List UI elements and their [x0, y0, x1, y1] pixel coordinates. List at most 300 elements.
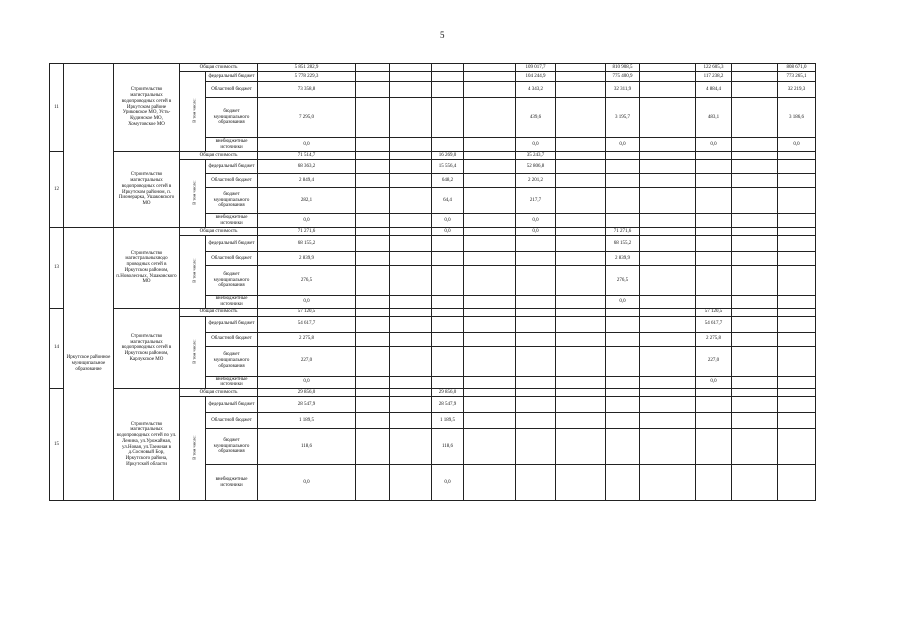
value-cell — [432, 72, 464, 82]
value-cell — [390, 376, 432, 389]
value-cell: 32 311,9 — [606, 82, 640, 98]
value-cell — [356, 308, 390, 316]
value-cell — [732, 316, 778, 332]
value-cell: 0,0 — [432, 465, 464, 501]
value-cell — [516, 465, 556, 501]
value-cell: 483,1 — [696, 98, 732, 138]
value-cell: 2 275,8 — [258, 332, 356, 346]
value-cell — [732, 152, 778, 160]
source-label-municipal: бюджет муниципального образования — [206, 346, 258, 376]
project-description: Строительство магистральных водопроводных сетей в Иркутском районом, Карлукское МО — [114, 308, 180, 389]
value-cell: 104 244,9 — [516, 72, 556, 82]
value-cell — [732, 376, 778, 389]
value-cell — [778, 465, 816, 501]
value-cell: 5 778 229,3 — [258, 72, 356, 82]
value-cell — [778, 188, 816, 214]
value-cell — [556, 346, 606, 376]
value-cell — [390, 160, 432, 174]
value-cell — [390, 429, 432, 465]
value-cell: 775 400,9 — [606, 72, 640, 82]
value-cell — [390, 397, 432, 413]
value-cell — [640, 160, 696, 174]
value-cell — [356, 72, 390, 82]
value-cell — [732, 160, 778, 174]
value-cell: 52 806,8 — [516, 160, 556, 174]
row-number: 13 — [50, 228, 64, 309]
value-cell: 2 201,2 — [516, 174, 556, 188]
value-cell: 4 343,2 — [516, 82, 556, 98]
value-cell — [356, 296, 390, 309]
value-cell: 0,0 — [432, 228, 464, 236]
value-cell — [556, 296, 606, 309]
value-cell — [516, 296, 556, 309]
value-cell — [464, 160, 516, 174]
value-cell — [732, 252, 778, 266]
value-cell — [640, 236, 696, 252]
value-cell — [432, 82, 464, 98]
value-cell — [356, 82, 390, 98]
value-cell — [696, 236, 732, 252]
value-cell — [516, 346, 556, 376]
value-cell — [732, 346, 778, 376]
value-cell — [556, 332, 606, 346]
value-cell — [464, 214, 516, 228]
value-cell — [356, 138, 390, 152]
value-cell — [556, 429, 606, 465]
value-cell — [732, 465, 778, 501]
value-cell — [464, 98, 516, 138]
value-cell — [390, 152, 432, 160]
value-cell — [516, 389, 556, 397]
value-cell — [732, 188, 778, 214]
value-cell — [464, 332, 516, 346]
table-body — [50, 64, 816, 501]
value-cell — [432, 308, 464, 316]
table-row — [50, 308, 816, 316]
value-cell — [778, 228, 816, 236]
value-cell — [606, 214, 640, 228]
value-cell — [696, 152, 732, 160]
value-cell — [390, 64, 432, 72]
value-cell — [556, 252, 606, 266]
value-cell — [778, 397, 816, 413]
total-label: Общая стоимость — [180, 308, 258, 316]
value-cell — [640, 397, 696, 413]
value-cell — [464, 296, 516, 309]
value-cell — [556, 465, 606, 501]
value-cell: 5 851 282,9 — [258, 64, 356, 72]
value-cell: 276,5 — [258, 266, 356, 296]
total-label: Общая стоимость — [180, 64, 258, 72]
value-cell — [556, 72, 606, 82]
value-cell — [640, 308, 696, 316]
project-description: Строительство магистральных водопроводных сетей в Иркутском районом, п. Пионерарка, Ушаковского МО — [114, 152, 180, 228]
value-cell — [778, 236, 816, 252]
value-cell — [464, 376, 516, 389]
value-cell — [464, 64, 516, 72]
value-cell — [606, 429, 640, 465]
value-cell — [516, 397, 556, 413]
value-cell — [356, 160, 390, 174]
value-cell — [390, 346, 432, 376]
table-row — [50, 389, 816, 397]
value-cell: 117 238,2 — [696, 72, 732, 82]
value-cell — [640, 296, 696, 309]
value-cell — [356, 188, 390, 214]
row-number: 11 — [50, 64, 64, 152]
value-cell — [640, 252, 696, 266]
value-cell — [464, 397, 516, 413]
value-cell — [390, 82, 432, 98]
value-cell — [432, 332, 464, 346]
value-cell — [556, 228, 606, 236]
value-cell — [640, 376, 696, 389]
value-cell — [640, 188, 696, 214]
value-cell — [606, 413, 640, 429]
value-cell: 68 155,2 — [258, 236, 356, 252]
value-cell — [556, 174, 606, 188]
value-cell — [696, 389, 732, 397]
source-label-federal: федеральный бюджет — [206, 397, 258, 413]
value-cell — [356, 316, 390, 332]
row-number: 15 — [50, 389, 64, 501]
value-cell — [640, 465, 696, 501]
value-cell — [606, 332, 640, 346]
value-cell — [556, 316, 606, 332]
value-cell — [606, 397, 640, 413]
source-label-oblast: Областной бюджет — [206, 82, 258, 98]
value-cell — [464, 346, 516, 376]
total-label: Общая стоимость — [180, 389, 258, 397]
value-cell — [606, 160, 640, 174]
value-cell — [606, 308, 640, 316]
budget-table — [49, 63, 816, 501]
value-cell — [640, 98, 696, 138]
value-cell — [356, 332, 390, 346]
value-cell — [464, 429, 516, 465]
value-cell — [432, 376, 464, 389]
value-cell: 29 856,0 — [258, 389, 356, 397]
value-cell — [732, 429, 778, 465]
value-cell — [390, 413, 432, 429]
page-number: 5 — [440, 30, 445, 40]
value-cell — [516, 332, 556, 346]
value-cell — [556, 308, 606, 316]
value-cell — [432, 266, 464, 296]
source-label-federal: федеральный бюджет — [206, 236, 258, 252]
value-cell — [732, 228, 778, 236]
value-cell — [778, 376, 816, 389]
value-cell — [732, 98, 778, 138]
value-cell — [356, 397, 390, 413]
in-that-label: В том числе: — [191, 339, 197, 364]
value-cell — [640, 214, 696, 228]
value-cell — [356, 389, 390, 397]
value-cell: 0,0 — [606, 138, 640, 152]
value-cell — [356, 346, 390, 376]
total-label: Общая стоимость — [180, 152, 258, 160]
value-cell: 276,5 — [606, 266, 640, 296]
value-cell — [556, 82, 606, 98]
value-cell — [516, 308, 556, 316]
value-cell — [778, 316, 816, 332]
value-cell — [778, 332, 816, 346]
value-cell — [516, 413, 556, 429]
value-cell: 15 556,4 — [432, 160, 464, 174]
value-cell — [732, 174, 778, 188]
value-cell — [606, 316, 640, 332]
in-that-label: В том числе: — [191, 180, 197, 205]
value-cell: 0,0 — [606, 296, 640, 309]
value-cell — [640, 316, 696, 332]
value-cell — [356, 413, 390, 429]
value-cell: 0,0 — [516, 228, 556, 236]
value-cell — [390, 332, 432, 346]
value-cell — [732, 72, 778, 82]
value-cell: 808 671,0 — [778, 64, 816, 72]
value-cell — [640, 228, 696, 236]
value-cell — [606, 389, 640, 397]
value-cell: 2 839,9 — [606, 252, 640, 266]
value-cell: 227,0 — [696, 346, 732, 376]
value-cell — [640, 266, 696, 296]
source-label-municipal: бюджет муниципального образования — [206, 266, 258, 296]
value-cell: 29 856,0 — [432, 389, 464, 397]
source-label-oblast: Областной бюджет — [206, 332, 258, 346]
source-label-municipal: бюджет муниципального образования — [206, 188, 258, 214]
value-cell: 2 275,8 — [696, 332, 732, 346]
value-cell: 217,7 — [516, 188, 556, 214]
row-number: 14 — [50, 308, 64, 389]
value-cell: 3 195,7 — [606, 98, 640, 138]
in-that-label-cell — [180, 397, 206, 501]
value-cell: 1 189,5 — [258, 413, 356, 429]
value-cell — [732, 413, 778, 429]
value-cell — [640, 332, 696, 346]
value-cell — [606, 376, 640, 389]
value-cell — [778, 296, 816, 309]
value-cell — [732, 397, 778, 413]
value-cell — [696, 397, 732, 413]
value-cell — [778, 252, 816, 266]
value-cell — [732, 214, 778, 228]
value-cell: 227,0 — [258, 346, 356, 376]
value-cell — [696, 413, 732, 429]
value-cell: 54 617,7 — [258, 316, 356, 332]
value-cell — [732, 138, 778, 152]
value-cell — [696, 252, 732, 266]
value-cell — [778, 174, 816, 188]
value-cell — [464, 152, 516, 160]
source-label-federal: федеральный бюджет — [206, 72, 258, 82]
value-cell — [732, 236, 778, 252]
value-cell — [556, 376, 606, 389]
value-cell — [516, 316, 556, 332]
value-cell — [516, 236, 556, 252]
value-cell — [390, 188, 432, 214]
value-cell — [640, 174, 696, 188]
value-cell — [464, 389, 516, 397]
value-cell: 71 271,6 — [606, 228, 640, 236]
value-cell: 282,1 — [258, 188, 356, 214]
value-cell — [390, 296, 432, 309]
value-cell — [356, 376, 390, 389]
value-cell — [606, 174, 640, 188]
value-cell: 3 186,6 — [778, 98, 816, 138]
value-cell — [778, 346, 816, 376]
source-label-extra: внебюджетные источники — [206, 214, 258, 228]
value-cell — [696, 296, 732, 309]
source-label-extra: внебюджетные источники — [206, 296, 258, 309]
value-cell — [732, 296, 778, 309]
value-cell — [390, 72, 432, 82]
table-row — [50, 152, 816, 160]
value-cell — [556, 188, 606, 214]
source-label-federal: федеральный бюджет — [206, 316, 258, 332]
value-cell — [356, 429, 390, 465]
value-cell: 2 839,9 — [258, 252, 356, 266]
value-cell: 73 358,8 — [258, 82, 356, 98]
value-cell — [640, 429, 696, 465]
value-cell: 57 120,5 — [696, 308, 732, 316]
value-cell — [464, 72, 516, 82]
value-cell — [390, 228, 432, 236]
value-cell — [464, 82, 516, 98]
value-cell — [464, 138, 516, 152]
value-cell: 71 514,7 — [258, 152, 356, 160]
value-cell — [778, 413, 816, 429]
value-cell: 68 155,2 — [606, 236, 640, 252]
value-cell — [432, 252, 464, 266]
value-cell — [390, 98, 432, 138]
value-cell — [464, 316, 516, 332]
value-cell — [356, 98, 390, 138]
value-cell — [516, 252, 556, 266]
value-cell — [432, 316, 464, 332]
source-label-municipal: бюджет муниципального образования — [206, 98, 258, 138]
in-that-label: В том числе: — [191, 98, 197, 123]
value-cell — [696, 429, 732, 465]
value-cell — [696, 160, 732, 174]
value-cell — [640, 138, 696, 152]
value-cell — [556, 214, 606, 228]
value-cell — [356, 228, 390, 236]
value-cell — [640, 346, 696, 376]
value-cell: 2 849,4 — [258, 174, 356, 188]
value-cell: 439,6 — [516, 98, 556, 138]
in-that-label: В том числе: — [191, 435, 197, 460]
value-cell — [778, 389, 816, 397]
value-cell — [778, 152, 816, 160]
value-cell: 1 189,5 — [432, 413, 464, 429]
value-cell — [556, 397, 606, 413]
in-that-label-cell — [180, 316, 206, 389]
table-row — [50, 64, 816, 72]
value-cell — [464, 252, 516, 266]
value-cell — [464, 413, 516, 429]
value-cell — [778, 266, 816, 296]
value-cell — [356, 252, 390, 266]
value-cell: 0,0 — [258, 296, 356, 309]
value-cell — [696, 266, 732, 296]
value-cell — [432, 138, 464, 152]
source-label-oblast: Областной бюджет — [206, 252, 258, 266]
value-cell — [556, 152, 606, 160]
value-cell — [606, 152, 640, 160]
value-cell: 57 120,5 — [258, 308, 356, 316]
source-label-extra: внебюджетные источники — [206, 138, 258, 152]
source-label-extra: внебюджетные источники — [206, 376, 258, 389]
value-cell: 35 243,7 — [516, 152, 556, 160]
value-cell: 7 295,0 — [258, 98, 356, 138]
total-label: Общая стоимость — [180, 228, 258, 236]
value-cell — [732, 332, 778, 346]
value-cell — [390, 214, 432, 228]
value-cell — [432, 346, 464, 376]
value-cell — [696, 465, 732, 501]
value-cell: 122 605,3 — [696, 64, 732, 72]
value-cell: 648,2 — [432, 174, 464, 188]
value-cell — [606, 346, 640, 376]
value-cell — [390, 236, 432, 252]
region-name: Иркутское районное муниципальное образование — [64, 228, 114, 501]
value-cell — [356, 465, 390, 501]
value-cell — [556, 98, 606, 138]
value-cell — [778, 214, 816, 228]
value-cell — [432, 98, 464, 138]
value-cell — [356, 174, 390, 188]
project-description: Строительство магистральных водопроводных сетей по ул. Ленина, ул.Урожайная, ул.Новая, ул.Таежная в д.Сосновый Бор, Иркутского района, Иркутской области — [114, 389, 180, 501]
value-cell — [556, 64, 606, 72]
in-that-label-cell — [180, 236, 206, 309]
value-cell — [390, 316, 432, 332]
value-cell — [606, 465, 640, 501]
value-cell — [640, 72, 696, 82]
value-cell: 71 271,6 — [258, 228, 356, 236]
value-cell — [390, 389, 432, 397]
value-cell: 0,0 — [696, 138, 732, 152]
source-label-oblast: Областной бюджет — [206, 174, 258, 188]
value-cell — [606, 188, 640, 214]
in-that-label-cell — [180, 72, 206, 152]
value-cell — [464, 228, 516, 236]
value-cell — [696, 214, 732, 228]
value-cell — [356, 236, 390, 252]
value-cell: 118,6 — [432, 429, 464, 465]
row-number: 12 — [50, 152, 64, 228]
value-cell — [556, 138, 606, 152]
region-cell-empty — [64, 64, 114, 228]
value-cell — [356, 266, 390, 296]
value-cell: 28 547,9 — [258, 397, 356, 413]
value-cell — [556, 160, 606, 174]
value-cell — [432, 296, 464, 309]
value-cell — [432, 236, 464, 252]
value-cell — [390, 174, 432, 188]
value-cell — [732, 64, 778, 72]
value-cell — [778, 429, 816, 465]
value-cell — [464, 266, 516, 296]
value-cell — [464, 174, 516, 188]
value-cell — [640, 413, 696, 429]
value-cell — [516, 429, 556, 465]
project-description: Строительство магистральныхводо проводных сетей в Иркутском районом, п.Новолесных, Ушаковского МО — [114, 228, 180, 309]
value-cell: 54 617,7 — [696, 316, 732, 332]
value-cell — [390, 138, 432, 152]
value-cell: 109 017,7 — [516, 64, 556, 72]
value-cell — [464, 188, 516, 214]
value-cell: 0,0 — [258, 465, 356, 501]
